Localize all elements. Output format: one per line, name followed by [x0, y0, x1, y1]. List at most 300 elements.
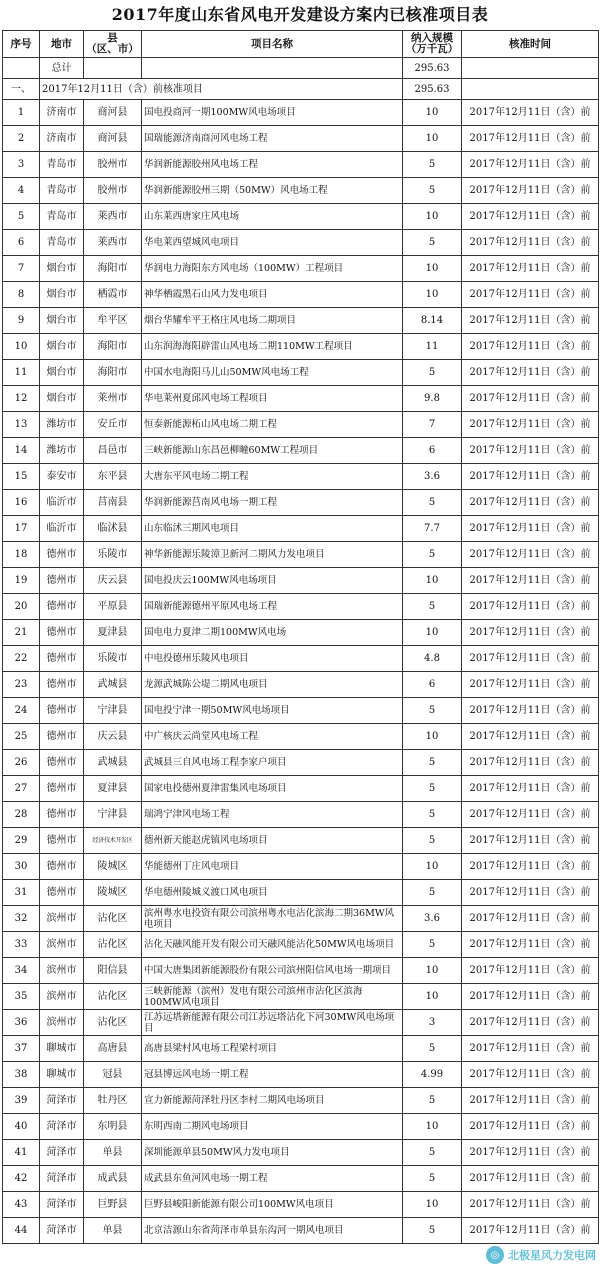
- row-seq: 28: [3, 802, 40, 828]
- row-time: 2017年12月11日（含）前: [462, 750, 599, 776]
- table-row: [3, 1062, 599, 1088]
- row-county: 武城县: [84, 672, 142, 698]
- row-scale: 10: [403, 256, 462, 282]
- table-row: [3, 282, 599, 308]
- row-seq: 29: [3, 828, 40, 854]
- row-city: 德州市: [40, 854, 84, 880]
- table-row: [3, 490, 599, 516]
- row-time: 2017年12月11日（含）前: [462, 958, 599, 984]
- row-scale: 10: [403, 204, 462, 230]
- row-seq: 7: [3, 256, 40, 282]
- row-scale: 5: [403, 828, 462, 854]
- row-county: 庆云县: [84, 724, 142, 750]
- row-time: 2017年12月11日（含）前: [462, 204, 599, 230]
- row-city: 滨州市: [40, 984, 84, 1010]
- row-scale: 4.8: [403, 646, 462, 672]
- table-row: [3, 438, 599, 464]
- row-scale: 10: [403, 126, 462, 152]
- row-seq: 1: [3, 100, 40, 126]
- row-time: 2017年12月11日（含）前: [462, 308, 599, 334]
- row-county: 成武县: [84, 1166, 142, 1192]
- project-table: [2, 30, 599, 1244]
- row-time: 2017年12月11日（含）前: [462, 828, 599, 854]
- table-row: [3, 958, 599, 984]
- row-project-name: 德州新天能赵虎镇风电场项目: [142, 828, 403, 854]
- row-county: 安丘市: [84, 412, 142, 438]
- row-project-name: 华润新能源胶州三期（50MW）风电场工程: [142, 178, 403, 204]
- row-time: 2017年12月11日（含）前: [462, 1140, 599, 1166]
- table-row: [3, 984, 599, 1010]
- row-county: 商河县: [84, 126, 142, 152]
- row-county: 海阳市: [84, 334, 142, 360]
- summary-row: [3, 58, 599, 79]
- row-time: 2017年12月11日（含）前: [462, 256, 599, 282]
- table-row: [3, 230, 599, 256]
- row-scale: 6: [403, 672, 462, 698]
- table-row: [3, 906, 599, 932]
- row-time: 2017年12月11日（含）前: [462, 568, 599, 594]
- row-scale: 5: [403, 932, 462, 958]
- row-project-name: 深圳能源单县50MW风力发电项目: [142, 1140, 403, 1166]
- row-seq: 42: [3, 1166, 40, 1192]
- row-city: 德州市: [40, 672, 84, 698]
- table-row: [3, 1192, 599, 1218]
- row-city: 烟台市: [40, 256, 84, 282]
- row-time: 2017年12月11日（含）前: [462, 646, 599, 672]
- row-seq: 8: [3, 282, 40, 308]
- row-city: 德州市: [40, 542, 84, 568]
- row-time: 2017年12月11日（含）前: [462, 1010, 599, 1036]
- row-city: 菏泽市: [40, 1140, 84, 1166]
- row-city: 济南市: [40, 100, 84, 126]
- row-city: 德州市: [40, 880, 84, 906]
- row-seq: 40: [3, 1114, 40, 1140]
- table-row: [3, 1166, 599, 1192]
- row-project-name: 巨野县峻阳新能源有限公司100MW风电项目: [142, 1192, 403, 1218]
- row-seq: 34: [3, 958, 40, 984]
- row-scale: 5: [403, 1166, 462, 1192]
- row-scale: 5: [403, 776, 462, 802]
- row-county: 单县: [84, 1140, 142, 1166]
- row-county: 乐陵市: [84, 646, 142, 672]
- row-seq: 27: [3, 776, 40, 802]
- row-project-name: 华润新能源莒南风电场一期工程: [142, 490, 403, 516]
- row-city: 临沂市: [40, 516, 84, 542]
- row-city: 滨州市: [40, 932, 84, 958]
- row-county: 单县: [84, 1218, 142, 1244]
- row-seq: 23: [3, 672, 40, 698]
- row-project-name: 沾化天融风能开发有限公司天融风能沾化50MW风电场项目: [142, 932, 403, 958]
- row-project-name: 高唐县梁村风电场工程梁村项目: [142, 1036, 403, 1062]
- table-row: [3, 308, 599, 334]
- row-scale: 5: [403, 1036, 462, 1062]
- row-county: 巨野县: [84, 1192, 142, 1218]
- row-time: 2017年12月11日（含）前: [462, 1088, 599, 1114]
- row-time: 2017年12月11日（含）前: [462, 360, 599, 386]
- row-project-name: 冠县博远风电场一期工程: [142, 1062, 403, 1088]
- row-project-name: 华润新能源胶州风电场工程: [142, 152, 403, 178]
- row-city: 德州市: [40, 594, 84, 620]
- row-project-name: 华能德州丁庄风电项目: [142, 854, 403, 880]
- row-project-name: 成武县东鱼河风电场一期工程: [142, 1166, 403, 1192]
- row-city: 烟台市: [40, 334, 84, 360]
- row-project-name: 国电投庆云100MW风电场项目: [142, 568, 403, 594]
- header-city: 地市: [40, 31, 84, 58]
- row-project-name: 江苏远塔新能源有限公司江苏远塔沾化下河30MW风电场项目: [142, 1010, 403, 1036]
- row-scale: 5: [403, 594, 462, 620]
- row-scale: 6: [403, 438, 462, 464]
- row-scale: 5: [403, 542, 462, 568]
- row-city: 德州市: [40, 750, 84, 776]
- header-scale: 纳入规模 （万千瓦）: [403, 31, 462, 58]
- row-project-name: 国瑞新能源德州平原风电场工程: [142, 594, 403, 620]
- row-project-name: 国瑞能源济南商河风电场工程: [142, 126, 403, 152]
- row-scale: 10: [403, 282, 462, 308]
- table-row: [3, 568, 599, 594]
- row-time: 2017年12月11日（含）前: [462, 620, 599, 646]
- row-time: 2017年12月11日（含）前: [462, 932, 599, 958]
- row-time: 2017年12月11日（含）前: [462, 906, 599, 932]
- row-project-name: 北京洁源山东省菏泽市单县东沟河一期风电项目: [142, 1218, 403, 1244]
- row-project-name: 中国大唐集团新能源股份有限公司滨州阳信风电场一期项目: [142, 958, 403, 984]
- row-scale: 10: [403, 1192, 462, 1218]
- row-county: 莱西市: [84, 230, 142, 256]
- row-scale: 3: [403, 1010, 462, 1036]
- row-county: 阳信县: [84, 958, 142, 984]
- row-seq: 11: [3, 360, 40, 386]
- section-label: 2017年12月11日（含）前核准项目: [40, 79, 403, 100]
- row-scale: 5: [403, 152, 462, 178]
- row-county: 陵城区: [84, 854, 142, 880]
- row-seq: 13: [3, 412, 40, 438]
- row-time: 2017年12月11日（含）前: [462, 880, 599, 906]
- row-scale: 5: [403, 360, 462, 386]
- row-project-name: 神华栖霞黑石山风力发电项目: [142, 282, 403, 308]
- row-time: 2017年12月11日（含）前: [462, 516, 599, 542]
- row-seq: 36: [3, 1010, 40, 1036]
- row-seq: 19: [3, 568, 40, 594]
- table-row: [3, 880, 599, 906]
- row-city: 德州市: [40, 828, 84, 854]
- row-time: 2017年12月11日（含）前: [462, 1062, 599, 1088]
- row-project-name: 宣力新能源菏泽牡丹区李村二期风电场项目: [142, 1088, 403, 1114]
- row-time: 2017年12月11日（含）前: [462, 1218, 599, 1244]
- row-project-name: 中电投德州乐陵风电项目: [142, 646, 403, 672]
- row-scale: 5: [403, 698, 462, 724]
- row-city: 烟台市: [40, 360, 84, 386]
- row-scale: 5: [403, 178, 462, 204]
- row-time: 2017年12月11日（含）前: [462, 1192, 599, 1218]
- row-city: 德州市: [40, 724, 84, 750]
- summary-label: 总计: [40, 58, 84, 79]
- row-time: 2017年12月11日（含）前: [462, 1166, 599, 1192]
- row-city: 青岛市: [40, 204, 84, 230]
- row-scale: 7: [403, 412, 462, 438]
- row-county: 沾化区: [84, 932, 142, 958]
- row-scale: 10: [403, 100, 462, 126]
- row-time: 2017年12月11日（含）前: [462, 126, 599, 152]
- table-row: [3, 126, 599, 152]
- table-row: [3, 178, 599, 204]
- table-row: [3, 672, 599, 698]
- row-project-name: 神华新能源乐陵漳卫新河二期风力发电项目: [142, 542, 403, 568]
- row-seq: 31: [3, 880, 40, 906]
- row-city: 聊城市: [40, 1036, 84, 1062]
- row-county: 平原县: [84, 594, 142, 620]
- row-project-name: 三峡新能源山东昌邑柳疃60MW工程项目: [142, 438, 403, 464]
- table-row: [3, 776, 599, 802]
- row-scale: 10: [403, 620, 462, 646]
- row-county: 夏津县: [84, 776, 142, 802]
- row-county: 宁津县: [84, 698, 142, 724]
- table-row: [3, 386, 599, 412]
- watermark: [486, 1244, 596, 1266]
- row-time: 2017年12月11日（含）前: [462, 1036, 599, 1062]
- row-county: 莱西市: [84, 204, 142, 230]
- row-scale: 5: [403, 1218, 462, 1244]
- row-county: 牡丹区: [84, 1088, 142, 1114]
- row-seq: 21: [3, 620, 40, 646]
- row-seq: 44: [3, 1218, 40, 1244]
- row-time: 2017年12月11日（含）前: [462, 464, 599, 490]
- row-county: 东明县: [84, 1114, 142, 1140]
- row-time: 2017年12月11日（含）前: [462, 854, 599, 880]
- row-city: 菏泽市: [40, 1218, 84, 1244]
- row-seq: 37: [3, 1036, 40, 1062]
- row-scale: 10: [403, 568, 462, 594]
- row-county: 陵城区: [84, 880, 142, 906]
- row-city: 青岛市: [40, 152, 84, 178]
- table-row: [3, 334, 599, 360]
- table-row: [3, 620, 599, 646]
- row-project-name: 大唐东平风电场二期工程: [142, 464, 403, 490]
- table-row: [3, 1114, 599, 1140]
- row-project-name: 国家电投德州夏津雷集风电场项目: [142, 776, 403, 802]
- row-project-name: 烟台华耀牟平王格庄风电场二期项目: [142, 308, 403, 334]
- row-city: 滨州市: [40, 906, 84, 932]
- row-time: 2017年12月11日（含）前: [462, 1114, 599, 1140]
- table-row: [3, 698, 599, 724]
- row-project-name: 山东润海海阳辟雷山风电场二期110MW工程项目: [142, 334, 403, 360]
- row-scale: 5: [403, 1140, 462, 1166]
- header-name: 项目名称: [142, 31, 403, 58]
- row-scale: 9.8: [403, 386, 462, 412]
- row-county: 沾化区: [84, 984, 142, 1010]
- row-seq: 2: [3, 126, 40, 152]
- row-time: 2017年12月11日（含）前: [462, 672, 599, 698]
- row-county: 胶州市: [84, 178, 142, 204]
- row-time: 2017年12月11日（含）前: [462, 334, 599, 360]
- table-row: [3, 1088, 599, 1114]
- table-row: [3, 1036, 599, 1062]
- row-county: 莒南县: [84, 490, 142, 516]
- row-project-name: 恒泰新能源柘山风电场二期工程: [142, 412, 403, 438]
- table-row: [3, 1140, 599, 1166]
- row-time: 2017年12月11日（含）前: [462, 776, 599, 802]
- row-seq: 15: [3, 464, 40, 490]
- row-county: 莱州市: [84, 386, 142, 412]
- row-time: 2017年12月11日（含）前: [462, 282, 599, 308]
- row-city: 烟台市: [40, 282, 84, 308]
- row-city: 德州市: [40, 698, 84, 724]
- row-city: 菏泽市: [40, 1166, 84, 1192]
- row-scale: 3.6: [403, 906, 462, 932]
- table-row: [3, 1010, 599, 1036]
- row-time: 2017年12月11日（含）前: [462, 490, 599, 516]
- row-city: 滨州市: [40, 958, 84, 984]
- row-scale: 7.7: [403, 516, 462, 542]
- row-project-name: 国电电力夏津二期100MW风电场: [142, 620, 403, 646]
- row-scale: 5: [403, 880, 462, 906]
- row-seq: 12: [3, 386, 40, 412]
- header-seq: 序号: [3, 31, 40, 58]
- row-project-name: 中广核庆云尚堂风电场工程: [142, 724, 403, 750]
- row-scale: 5: [403, 230, 462, 256]
- row-scale: 10: [403, 984, 462, 1010]
- row-county: 昌邑市: [84, 438, 142, 464]
- row-time: 2017年12月11日（含）前: [462, 152, 599, 178]
- row-city: 济南市: [40, 126, 84, 152]
- row-project-name: 中国水电海阳马儿山50MW风电场工程: [142, 360, 403, 386]
- row-project-name: 国电投宁津一期50MW风电场项目: [142, 698, 403, 724]
- row-project-name: 东明西南二期风电场项目: [142, 1114, 403, 1140]
- row-scale: 4.99: [403, 1062, 462, 1088]
- row-seq: 3: [3, 152, 40, 178]
- row-city: 德州市: [40, 568, 84, 594]
- row-seq: 20: [3, 594, 40, 620]
- row-scale: 5: [403, 750, 462, 776]
- row-city: 德州市: [40, 620, 84, 646]
- row-county: 高唐县: [84, 1036, 142, 1062]
- row-scale: 10: [403, 1114, 462, 1140]
- section-value: 295.63: [403, 79, 462, 100]
- row-county: 乐陵市: [84, 542, 142, 568]
- table-row: [3, 932, 599, 958]
- row-time: 2017年12月11日（含）前: [462, 386, 599, 412]
- row-project-name: 滨州粤水电投资有限公司滨州粤水电沾化滨海二期36MW风电项目: [142, 906, 403, 932]
- row-time: 2017年12月11日（含）前: [462, 802, 599, 828]
- row-seq: 32: [3, 906, 40, 932]
- row-scale: 5: [403, 1088, 462, 1114]
- table-row: [3, 828, 599, 854]
- row-time: 2017年12月11日（含）前: [462, 594, 599, 620]
- row-scale: 10: [403, 854, 462, 880]
- row-project-name: 三峡新能源（滨州）发电有限公司滨州市沾化区滨海100MW风电项目: [142, 984, 403, 1010]
- row-city: 菏泽市: [40, 1114, 84, 1140]
- row-time: 2017年12月11日（含）前: [462, 724, 599, 750]
- row-project-name: 华润电力海阳东方风电场（100MW）工程项目: [142, 256, 403, 282]
- row-city: 潍坊市: [40, 438, 84, 464]
- row-time: 2017年12月11日（含）前: [462, 438, 599, 464]
- summary-value: 295.63: [403, 58, 462, 79]
- row-city: 滨州市: [40, 1010, 84, 1036]
- row-seq: 35: [3, 984, 40, 1010]
- row-time: 2017年12月11日（含）前: [462, 412, 599, 438]
- row-seq: 41: [3, 1140, 40, 1166]
- row-seq: 33: [3, 932, 40, 958]
- row-city: 临沂市: [40, 490, 84, 516]
- row-city: 泰安市: [40, 464, 84, 490]
- row-project-name: 华电德州陵城义渡口风电项目: [142, 880, 403, 906]
- row-project-name: 武城县三自风电场工程李家户项目: [142, 750, 403, 776]
- row-county: 沾化区: [84, 906, 142, 932]
- row-county: 牟平区: [84, 308, 142, 334]
- table-row: [3, 100, 599, 126]
- row-project-name: 华电莱州夏邱风电场工程项目: [142, 386, 403, 412]
- row-seq: 4: [3, 178, 40, 204]
- row-city: 潍坊市: [40, 412, 84, 438]
- table-row: [3, 412, 599, 438]
- row-seq: 39: [3, 1088, 40, 1114]
- row-city: 菏泽市: [40, 1088, 84, 1114]
- row-county: 商河县: [84, 100, 142, 126]
- row-scale: 8.14: [403, 308, 462, 334]
- row-seq: 30: [3, 854, 40, 880]
- table-row: [3, 646, 599, 672]
- table-row: [3, 256, 599, 282]
- row-project-name: 国电投商河一期100MW风电场项目: [142, 100, 403, 126]
- row-time: 2017年12月11日（含）前: [462, 698, 599, 724]
- row-county: 经济技术开发区: [84, 828, 142, 854]
- table-row: [3, 516, 599, 542]
- row-project-name: 龙源武城陈公堤二期风电项目: [142, 672, 403, 698]
- row-seq: 16: [3, 490, 40, 516]
- table-row: [3, 802, 599, 828]
- row-city: 烟台市: [40, 308, 84, 334]
- row-city: 聊城市: [40, 1062, 84, 1088]
- table-row: [3, 1218, 599, 1244]
- row-time: 2017年12月11日（含）前: [462, 230, 599, 256]
- table-row: [3, 854, 599, 880]
- row-seq: 9: [3, 308, 40, 334]
- globe-icon: ◎: [486, 1246, 504, 1264]
- section-seq: 一、: [3, 79, 40, 100]
- row-seq: 10: [3, 334, 40, 360]
- row-seq: 17: [3, 516, 40, 542]
- row-seq: 26: [3, 750, 40, 776]
- row-county: 宁津县: [84, 802, 142, 828]
- row-time: 2017年12月11日（含）前: [462, 178, 599, 204]
- page-title: 2017年度山东省风电开发建设方案内已核准项目表: [111, 5, 489, 24]
- row-seq: 14: [3, 438, 40, 464]
- row-city: 烟台市: [40, 386, 84, 412]
- table-row: [3, 464, 599, 490]
- row-city: 德州市: [40, 776, 84, 802]
- table-row: [3, 594, 599, 620]
- row-county: 胶州市: [84, 152, 142, 178]
- row-county: 栖霞市: [84, 282, 142, 308]
- header-county: 县 （区、市）: [84, 31, 142, 58]
- row-project-name: 山东莱西唐家庄风电场: [142, 204, 403, 230]
- section-row: [3, 79, 599, 100]
- row-project-name: 华电莱西望城风电项目: [142, 230, 403, 256]
- row-seq: 24: [3, 698, 40, 724]
- row-city: 青岛市: [40, 230, 84, 256]
- row-seq: 18: [3, 542, 40, 568]
- row-scale: 10: [403, 958, 462, 984]
- row-seq: 5: [3, 204, 40, 230]
- row-scale: 5: [403, 490, 462, 516]
- row-county: 冠县: [84, 1062, 142, 1088]
- row-county: 夏津县: [84, 620, 142, 646]
- row-seq: 6: [3, 230, 40, 256]
- row-scale: 10: [403, 724, 462, 750]
- row-seq: 22: [3, 646, 40, 672]
- row-city: 菏泽市: [40, 1192, 84, 1218]
- header-time: 核准时间: [462, 31, 599, 58]
- row-city: 德州市: [40, 802, 84, 828]
- row-county: 东平县: [84, 464, 142, 490]
